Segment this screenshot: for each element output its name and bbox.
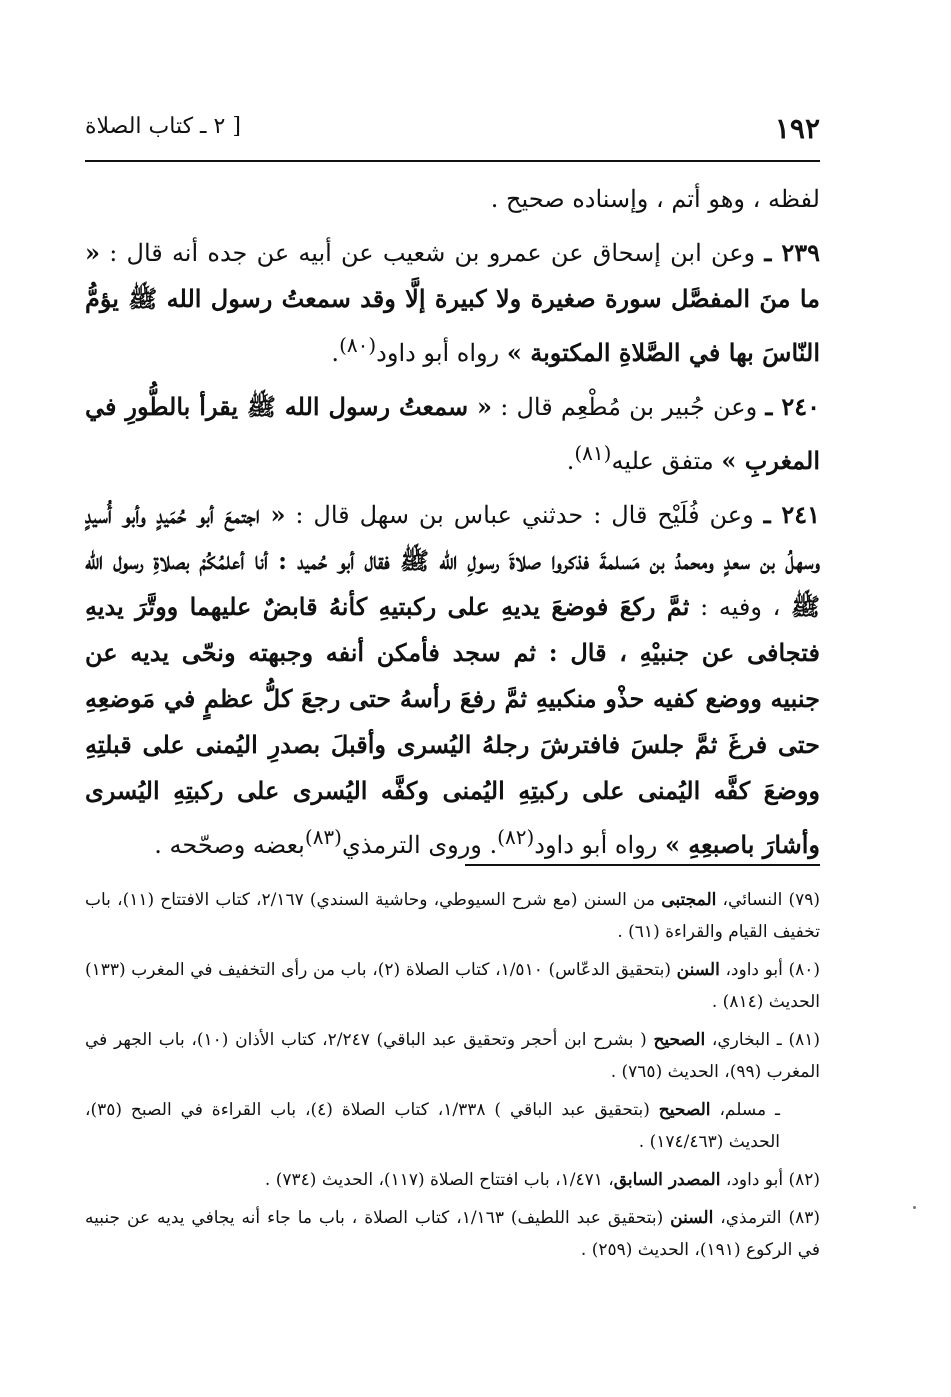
footnote-author: ـ مسلم،: [719, 1100, 781, 1120]
intro-text: لفظه ، وهو أتم ، وإسناده صحيح .: [490, 185, 820, 213]
hadith-number: ٢٣٩ ـ: [764, 238, 820, 267]
hadith-number: ٢٤١ ـ: [763, 500, 820, 529]
hadith-chain: وعن فُلَيْح قال : حدثني عباس بن سهل قال :: [295, 501, 754, 529]
hadith-source: متفق عليه: [611, 447, 714, 475]
header-rule: [85, 160, 820, 162]
footnote-separator: [465, 864, 820, 866]
footnote-79: [85, 884, 820, 948]
footnote-author: أبو داود،: [725, 960, 783, 980]
main-text: [85, 176, 820, 876]
page-header: [85, 112, 820, 152]
footnote-title: المجتبى: [661, 890, 717, 910]
hadith-quote-continued: ثمَّ ركعَ فوضعَ يديهِ على ركبتيهِ كأنهُ قابضٌ عليهما ووتَّرَ يديهِ فتجافى عن جنبيْهِ ، قال : ثم سجد فأمكن أنفه وجبهته ونحّى يديه عن جنبيه ووضع كفيه حذْو منكبيهِ ثمَّ رفعَ رأسهُ حتى رجعَ كلُّ عظمٍ في مَوضعِهِ حتى فرغَ ثمَّ جلسَ فافترشَ رجلهُ اليُسرى وأقبلَ بصدرِ اليُمنى على قبلتِهِ ووضعَ كفَّه اليُمنى على ركبتِهِ اليُمنى وكفَّه اليُسرى على ركبتِهِ اليُسرى وأشارَ باصبعِهِ »: [85, 592, 821, 859]
footnote-ref: (٨٢): [497, 825, 535, 849]
hadith-239: ٢٣٩ ـ وعن ابن إسحاق عن عمرو بن شعيب عن أبيه عن جده أنه قال : « ما منَ المفصَّل سورة صغيرة ولا كبيرة إلَّا وقد سمعتُ رسول الله ﷺ يؤمُّ النّاسَ بها في الصَّلاةِ المكتوبة » رواه أبو داود$^{(٨٠)}$.: [85, 238, 820, 367]
footnote-title: السنن: [670, 1208, 714, 1228]
intro-paragraph: [85, 176, 820, 222]
footnote-82: [85, 1164, 820, 1196]
footnote-ref: (٨٠): [339, 333, 377, 357]
footnote-ref: (٨٣): [304, 825, 342, 849]
footnote-author: ـ البخاري،: [711, 1030, 782, 1050]
hadith-quote: « سمعتُ رسول الله ﷺ يقرأ بالطُّورِ في المغربِ »: [85, 392, 820, 475]
footnote-ref: (٨١): [574, 441, 612, 465]
footnote-author: النسائي،: [722, 890, 783, 910]
footnote-number: (٨١): [788, 1030, 821, 1050]
running-title: [ ٢ ـ كتاب الصلاة: [85, 114, 241, 139]
footnote-81: [85, 1024, 820, 1088]
footnote-author: الترمذي،: [720, 1208, 782, 1228]
footnote-text: ، ١/٤٧١، باب افتتاح الصلاة (١١٧)، الحديث (٧٣٤) .: [264, 1170, 614, 1190]
footnote-83: [85, 1202, 820, 1266]
footnote-number: (٧٩): [788, 890, 821, 910]
hadith-chain: وعن جُبير بن مُطْعِم قال :: [500, 393, 758, 421]
footnote-text: (بتحقيق عبد الباقي ) ١/٣٣٨، كتاب الصلاة (٤)، باب القراءة في الصبح (٣٥)، الحديث (١٧٤/٤٦٣) .: [85, 1100, 780, 1152]
footnotes: [85, 884, 820, 1272]
footnote-text: من السنن (مع شرح السيوطي، وحاشية السندي) ٢/١٦٧، كتاب الافتتاح (١١)، باب تخفيف القيام والقراءة (٦١) .: [85, 890, 820, 942]
hadith-interjection: ، وفيه :: [700, 593, 781, 621]
hadith-chain: وعن ابن إسحاق عن عمرو بن شعيب عن أبيه عن جده أنه قال :: [109, 239, 756, 267]
footnote-81-continued: [85, 1094, 820, 1158]
footnote-title: السنن: [676, 960, 720, 980]
footnote-text: (بتحقيق عبد اللطيف) ١/١٦٣، كتاب الصلاة ، باب ما جاء أنه يجافي يديه عن جنبيه في الركوع (١٩١)، الحديث (٢٥٩) .: [85, 1208, 820, 1260]
hadith-source-2: وروى الترمذي: [341, 831, 482, 859]
footnote-text: ( بشرح ابن أحجر وتحقيق عبد الباقي) ٢/٢٤٧، كتاب الأذان (١٠)، باب الجهر في المغرب (٩٩)، الحديث (٧٦٥) .: [85, 1030, 820, 1082]
hadith-quote: « ما منَ المفصَّل سورة صغيرة ولا كبيرة إلَّا وقد سمعتُ رسول الله ﷺ يؤمُّ النّاسَ بها في الصَّلاةِ المكتوبة »: [85, 238, 820, 367]
hadith-241: ٢٤١ ـ وعن فُلَيْح قال : حدثني عباس بن سهل قال : « اجتمعَ أبو حُمَيدٍ وأبو أُسيدٍ وسهلُ بن سعدٍ ومحمدُ بن مَسلمةَ فذكروا صلاةَ رسولِ الله ﷺ فقال أبو حُميد : أنا أعلمُكُمْ بصلاةِ رسول الله ﷺ ، وفيه : ثمَّ ركعَ فوضعَ يديهِ على ركبتيهِ كأنهُ قابضٌ عليهما ووتَّرَ يديهِ فتجافى عن جنبيْهِ ، قال : ثم سجد فأمكن أنفه وجبهته ونحّى يديه عن جنبيه ووضع كفيه حذْو منكبيهِ ثمَّ رفعَ رأسهُ حتى رجعَ كلُّ عظمٍ في مَوضعِهِ حتى فرغَ ثمَّ جلسَ فافترشَ رجلهُ اليُسرى وأقبلَ بصدرِ اليُمنى على قبلتِهِ ووضعَ كفَّه اليُمنى على ركبتِهِ اليُمنى وكفَّه اليُسرى على ركبتِهِ اليُسرى وأشارَ باصبعِهِ » رواه أبو داود$^{(٨٢)}$. وروى الترمذي$^{(٨٣)}$بعضه وصحّحه .: [85, 500, 821, 859]
scan-speck: [913, 1206, 916, 1209]
hadith-240: ٢٤٠ ـ وعن جُبير بن مُطْعِم قال : « سمعتُ رسول الله ﷺ يقرأ بالطُّورِ في المغربِ » متفق عليه$^{(٨١)}$.: [85, 392, 820, 475]
page-number: ١٩٢: [774, 112, 820, 145]
hadith-source-3: بعضه وصحّحه .: [154, 831, 305, 859]
footnote-title: المصدر السابق: [613, 1170, 721, 1190]
footnote-title: الصحيح: [658, 1100, 711, 1120]
footnote-author: أبو داود،: [725, 1170, 784, 1190]
footnote-text: (بتحقيق الدعّاس) ١/٥١٠، كتاب الصلاة (٢)، باب من رأى التخفيف في المغرب (١٣٣) الحديث (٨١٤) .: [85, 960, 820, 1012]
footnote-title: الصحيح: [653, 1030, 706, 1050]
footnote-number: (٨٠): [788, 960, 821, 980]
hadith-source: رواه أبو داود: [376, 339, 500, 367]
hadith-number: ٢٤٠ ـ: [765, 392, 820, 421]
footnote-number: (٨٣): [788, 1208, 821, 1228]
hadith-quote: « اجتمعَ أبو حُمَيدٍ وأبو أُسيدٍ وسهلُ بن سعدٍ ومحمدُ بن مَسلمةَ فذكروا صلاةَ رسولِ الله ﷺ فقال أبو حُميد : أنا أعلمُكُمْ بصلاةِ رسول الله ﷺ: [85, 500, 821, 621]
footnote-number: (٨٢): [788, 1170, 820, 1190]
footnote-80: [85, 954, 820, 1018]
hadith-source: رواه أبو داود: [534, 831, 658, 859]
